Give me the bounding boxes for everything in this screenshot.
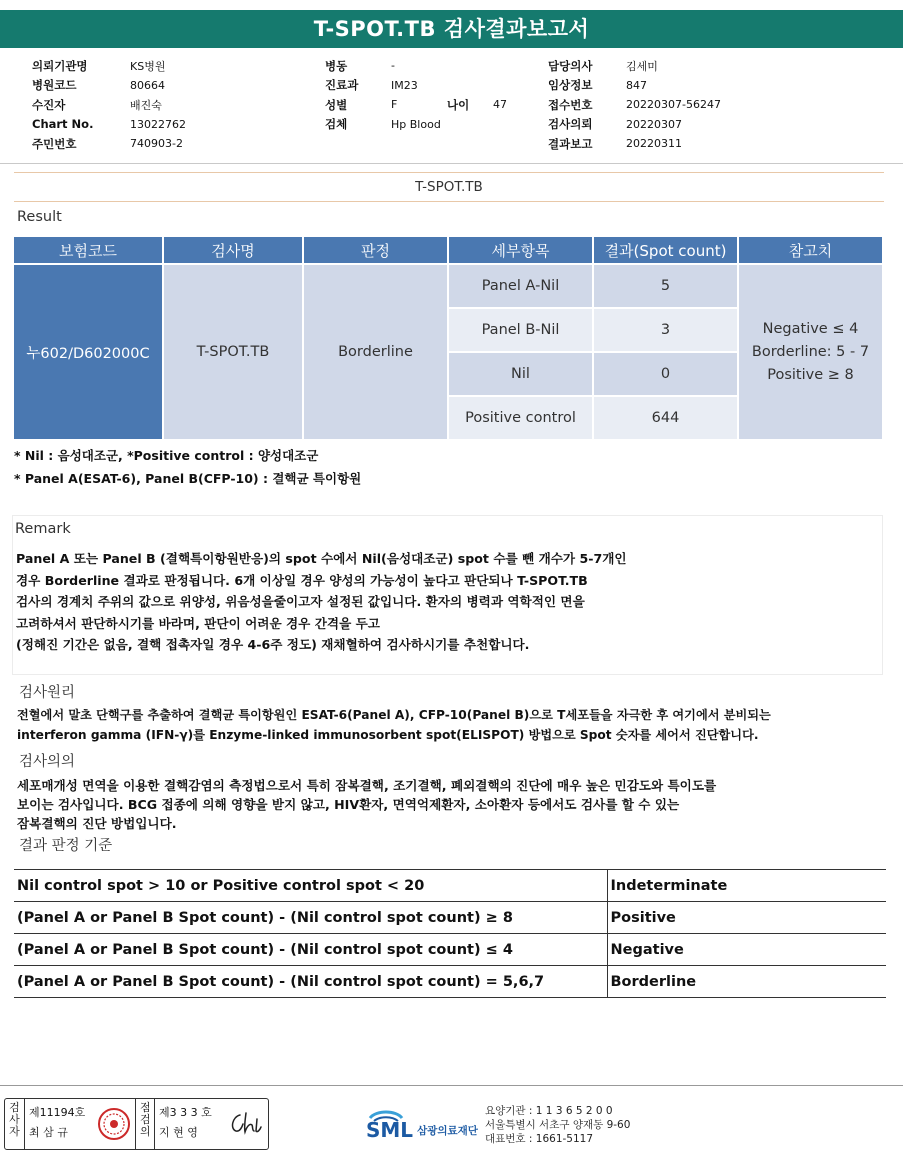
examiner-name: 최 삼 규 [29,1126,68,1139]
header-label: 접수번호 [548,97,593,112]
table-notes [14,444,361,490]
significance-text [17,776,716,833]
significance-line: 보이는 검사입니다. BCG 접종에 의해 영향을 받지 않고, HIV환자, 면역억제환자, 소아환자 등에서도 검사를 할 수 있는 [17,797,680,812]
spot-count: 5 [594,265,739,309]
address-line: 요양기관 : 1 1 3 6 5 2 0 0 [485,1105,613,1117]
reference-line: Negative ≤ 4 [762,320,859,337]
judgement: Borderline [304,265,449,441]
reference-line: Borderline: 5 - 7 [751,343,870,360]
logo-text: SML [366,1118,414,1142]
section-subtitle: T-SPOT.TB [14,172,884,202]
principle-line: interferon gamma (IFN-γ)를 Enzyme-linked immunosorbent spot(ELISPOT) 방법으로 Spot 숫자를 세어서 진단합니다. [17,728,759,742]
header-label: 성별 [325,97,348,112]
test-name: T-SPOT.TB [164,265,304,441]
column-header: 세부항목 [449,237,594,265]
age-label: 나이 [447,97,470,112]
header-label: 담당의사 [548,58,593,73]
examiner-seal [93,1099,135,1149]
header-col-2 [325,56,507,134]
remark-label: Remark [15,521,71,537]
header-value: 740903-2 [130,137,183,151]
header-label: 주민번호 [32,136,77,151]
result-table [14,237,884,441]
significance-line: 세포매개성 면역을 이용한 결핵감염의 측정법으로서 특히 잠복결핵, 조기결핵, 폐외결핵의 진단에 매우 높은 민감도와 특이도를 [17,778,717,793]
header-label: 검사의뢰 [548,117,593,132]
address-line: 서울특별시 서초구 양재동 9-60 [485,1119,631,1131]
header-label: 임상정보 [548,78,593,93]
header-value: 20220307-56247 [626,98,721,112]
criteria-result: Indeterminate [607,870,886,902]
criteria-label: 결과 판정 기준 [19,838,113,854]
criteria-condition: Nil control spot > 10 or Positive control spot < 20 [14,870,607,902]
reviewer-info [155,1099,221,1149]
column-header: 검사명 [164,237,304,265]
result-label: Result [17,209,62,225]
table-row [14,902,886,934]
header-value: 80664 [130,78,165,92]
result-header-row [14,237,884,265]
header-value: IM23 [391,78,418,92]
header-value: F [391,98,398,112]
remark-line: 검사의 경계치 주위의 값으로 위양성, 위음성을줄이고자 설정된 값입니다. 환자의 병력과 역학적인 면을 [16,594,585,609]
column-header: 보험코드 [14,237,164,265]
examiner-label: 검사자 [5,1099,25,1149]
criteria-result: Negative [607,934,886,966]
footer [0,1085,903,1160]
examiner-info [25,1099,93,1149]
remark-text [16,548,627,656]
header-value: Hp Blood [391,117,441,131]
table-row [14,966,886,998]
column-header: 참고치 [739,237,884,265]
sml-logo [366,1104,478,1142]
table-row [14,870,886,902]
spot-count: 644 [594,397,739,441]
remark-line: 경우 Borderline 결과로 판정됩니다. 6개 이상일 경우 양성의 가능성이 높다고 판단되나 T-SPOT.TB [16,572,588,588]
header-label: 병원코드 [32,78,77,93]
reviewer-label: 점검의 [135,1099,155,1149]
header-value: - [391,59,395,73]
detail-item: Panel A-Nil [449,265,594,309]
criteria-table [14,869,886,998]
criteria-result: Positive [607,902,886,934]
remark-line: 고려하셔서 판단하시기를 바라며, 판단이 어려운 경우 간격을 두고 [16,615,380,631]
reference-range [739,265,884,441]
spot-count: 3 [594,309,739,353]
principle-text [17,705,771,745]
table-row [14,934,886,966]
principle-label: 검사원리 [19,685,76,701]
criteria-result: Borderline [607,966,886,998]
header-label: 의뢰기관명 [32,58,88,73]
insurance-code: 누602/D602000C [14,265,164,441]
header-value: 배진숙 [130,98,162,112]
header-label: 검체 [325,117,348,132]
significance-line: 잠복결핵의 진단 방법입니다. [17,816,177,831]
header-label: 진료과 [325,78,359,93]
spot-count: 0 [594,353,739,397]
criteria-condition: (Panel A or Panel B Spot count) - (Nil control spot count) ≥ 8 [14,902,607,934]
remark-line: (정해진 기간은 없음, 결핵 접촉자일 경우 4-6주 정도) 재채혈하여 검사하시기를 추천합니다. [16,637,530,652]
header-label: 병동 [325,58,348,73]
detail-item: Nil [449,353,594,397]
age-value: 47 [493,98,507,112]
criteria-condition: (Panel A or Panel B Spot count) - (Nil control spot count) = 5,6,7 [14,966,607,998]
header-value: 847 [626,78,647,92]
table-row [14,265,884,309]
reviewer-signature [221,1099,268,1149]
header-col-3 [548,56,721,154]
header-value: KS병원 [130,59,166,73]
note-line: * Nil : 음성대조군, *Positive control : 양성대조군 [14,448,319,463]
criteria-condition: (Panel A or Panel B Spot count) - (Nil control spot count) ≤ 4 [14,934,607,966]
column-header: 결과(Spot count) [594,237,739,265]
significance-label: 검사의의 [19,754,76,770]
reviewer-name: 지 현 영 [159,1126,198,1139]
reviewer-license: 제3 3 3 호 [159,1106,212,1119]
detail-item: Panel B-Nil [449,309,594,353]
header-label: 수진자 [32,97,66,112]
principle-line: 전혈에서 말초 단핵구를 추출하여 결핵균 특이항원인 ESAT-6(Panel A), CFP-10(Panel B)으로 T세포들을 자극한 후 여기에서 분비되는 [17,708,771,722]
address-line: 대표번호 : 1661-5117 [485,1133,594,1145]
signature-box [4,1098,269,1150]
header-label: Chart No. [32,117,94,132]
detail-item: Positive control [449,397,594,441]
header-value: 20220307 [626,117,682,131]
header-value: 20220311 [626,137,682,151]
seal-stamp-icon [96,1106,132,1142]
patient-header [0,50,903,164]
header-label: 결과보고 [548,136,593,151]
examiner-license: 제11194호 [29,1106,86,1119]
logo-org-name: 삼광의료재단 [417,1124,478,1137]
reference-line: Positive ≥ 8 [767,366,854,383]
header-value: 13022762 [130,117,186,131]
report-title: T-SPOT.TB 검사결과보고서 [0,10,903,48]
header-col-1 [32,56,186,154]
remark-line: Panel A 또는 Panel B (결핵특이항원반응)의 spot 수에서 Nil(음성대조군) spot 수를 뺀 개수가 5-7개인 [16,551,627,566]
header-value: 김세미 [626,59,658,73]
signature-icon [226,1109,264,1139]
column-header: 판정 [304,237,449,265]
note-line: * Panel A(ESAT-6), Panel B(CFP-10) : 결핵균 특이항원 [14,471,362,486]
org-address [485,1104,630,1146]
